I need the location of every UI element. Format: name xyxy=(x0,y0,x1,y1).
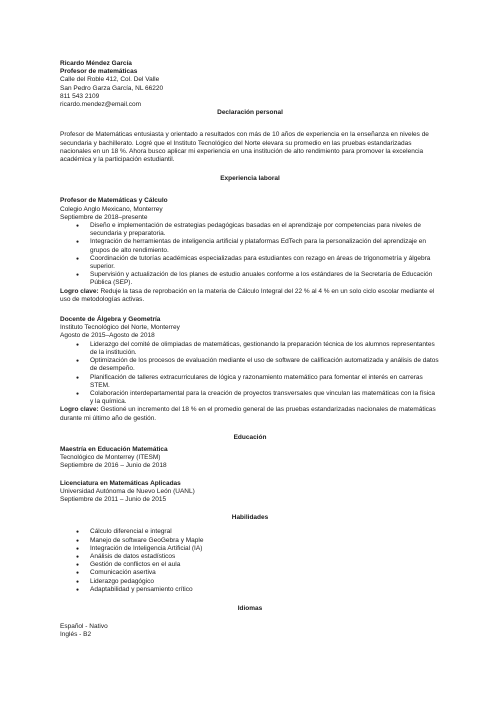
list-item: ● Optimización de los procesos de evaluación mediante el uso de software de calificación automatizada y análisis de datos de desempeño. xyxy=(60,357,440,373)
job-organization: Instituto Tecnológico del Norte, Monterrey xyxy=(60,324,180,332)
address-line-2: San Pedro Garza García, NL 66220 xyxy=(60,84,164,92)
list-item: ● Análisis de datos estadísticos xyxy=(60,553,440,561)
school-name: Universidad Autónoma de Nuevo León (UANL) xyxy=(60,487,195,495)
degree-title: Licenciatura en Matemáticas Aplicadas xyxy=(60,479,181,487)
list-item: ● Coordinación de tutorías académicas especializadas para estudiantes con rezago en áreas de trigonometría y álgebra superior. xyxy=(60,255,440,271)
section-title-skills: Habilidades xyxy=(231,514,269,522)
list-item: ● Integración de herramientas de inteligencia artificial y plataformas EdTech para la personalización del aprendizaje en grupos de alto rendimiento. xyxy=(60,238,440,254)
achievement-label: Logro clave: xyxy=(60,406,99,414)
job-duties-list xyxy=(60,222,440,288)
phone-number: 811 543 2109 xyxy=(60,92,100,100)
achievement-text: Gestioné un incremento del 18 % en el promedio general de las pruebas estandarizadas nacionales de matemáticas durante mi último año de gestión. xyxy=(60,406,436,422)
candidate-role: Profesor de matemáticas xyxy=(60,68,138,76)
section-title-education: Educación xyxy=(233,433,267,441)
school-name: Tecnológico de Monterrey (ITESM) xyxy=(60,454,161,462)
section-title-experience: Experiencia laboral xyxy=(220,175,280,183)
degree-title: Maestría en Educación Matemática xyxy=(60,445,168,453)
education-entry xyxy=(60,480,440,505)
list-item: ● Comunicación asertiva xyxy=(60,569,440,577)
list-item: ● Manejo de software GeoGebra y Maple xyxy=(60,537,440,545)
personal-statement: Profesor de Matemáticas entusiasta y orientado a resultados con más de 10 años de experiencia en la enseñanza en niveles de secundaria y bachillerato. Logré que el Instituto Tecnológico del Norte elevara su promedio en las pruebas estandarizadas nacionales en un 18 %. Ahora busco aplicar mi experiencia en una institución de alto rendimiento para promover la excelencia académica y la participación estudiantil. xyxy=(60,131,429,164)
list-item: ● Adaptabilidad y pensamiento crítico xyxy=(60,586,440,594)
job-organization: Colegio Anglo Mexicano, Monterrey xyxy=(60,205,163,213)
job-duties-list xyxy=(60,341,440,407)
resume-page xyxy=(60,60,440,640)
list-item: ● Liderazgo del comité de olimpiadas de matemáticas, gestionando la preparación técnica de los alumnos representantes de la institución. xyxy=(60,341,440,357)
list-item: ● Diseño e implementación de estrategias pedagógicas basadas en el aprendizaje por competencias para niveles de secundaria y preparatoria. xyxy=(60,222,440,238)
language-item: Español - Nativo xyxy=(60,623,108,631)
contact-header xyxy=(60,60,440,109)
education-dates: Septiembre de 2011 – Junio de 2015 xyxy=(60,495,167,503)
section-title-statement: Declaración personal xyxy=(217,109,283,117)
address-line-1: Calle del Roble 412, Col. Del Valle xyxy=(60,76,160,84)
section-title-languages: Idiomas xyxy=(237,604,263,612)
list-item: ● Integración de Inteligencia Artificial (IA) xyxy=(60,545,440,553)
job-entry xyxy=(60,197,440,304)
job-dates: Septiembre de 2018–presente xyxy=(60,213,148,221)
list-item: ● Gestión de conflictos en el aula xyxy=(60,561,440,569)
education-dates: Septiembre de 2016 – Junio de 2018 xyxy=(60,462,167,470)
list-item: ● Liderazgo pedagógico xyxy=(60,578,440,586)
skills-list xyxy=(60,528,440,594)
language-item: Inglés - B2 xyxy=(60,631,92,639)
list-item: ● Cálculo diferencial e integral xyxy=(60,528,440,536)
achievement-label: Logro clave: xyxy=(60,287,99,295)
job-title: Docente de Álgebra y Geometría xyxy=(60,316,161,324)
job-dates: Agosto de 2015–Agosto de 2018 xyxy=(60,332,155,340)
email-address: ricardo.mendez@email.com xyxy=(60,101,142,109)
job-title: Profesor de Matemáticas y Cálculo xyxy=(60,197,168,205)
list-item: ● Colaboración interdepartamental para la creación de proyectos transversales que vinculan las matemáticas con la física y la química. xyxy=(60,390,440,406)
key-achievement xyxy=(60,406,440,422)
job-entry xyxy=(60,316,440,423)
education-entry xyxy=(60,446,440,471)
achievement-text: Reduje la tasa de reprobación en la materia de Cálculo Integral del 22 % al 4 % en un solo ciclo escolar mediante el uso de metodologías activas. xyxy=(60,287,435,303)
list-item: ● Planificación de talleres extracurriculares de lógica y razonamiento matemático para fomentar el interés en carreras STEM. xyxy=(60,374,440,390)
list-item: ● Supervisión y actualización de los planes de estudio anuales conforme a los estándares de la Secretaría de Educación Pública (SEP). xyxy=(60,271,440,287)
candidate-name: Ricardo Méndez García xyxy=(60,60,132,67)
key-achievement xyxy=(60,288,440,304)
